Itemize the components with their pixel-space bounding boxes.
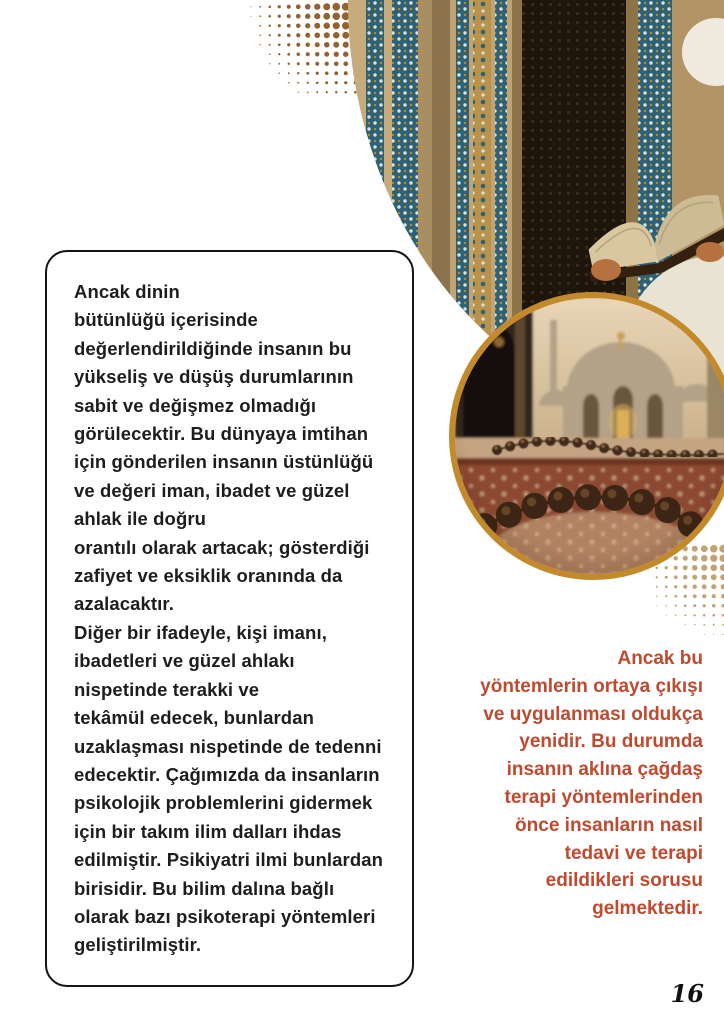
callout-text xyxy=(433,645,703,923)
text-line: olarak bazı psikoterapi yöntemleri xyxy=(74,905,376,927)
text-line: bütünlüğü içerisinde xyxy=(74,309,258,331)
text-line: Diğer bir ifadeyle, kişi imanı, xyxy=(74,621,327,643)
text-line: azalacaktır. xyxy=(74,593,174,615)
text-line: önce insanların nasıl xyxy=(515,814,703,836)
text-line: tekâmül edecek, bunlardan xyxy=(74,707,315,729)
text-line: terapi yöntemlerinden xyxy=(504,786,703,808)
prayer-beads-photo xyxy=(449,292,724,580)
text-line: tedavi ve terapi xyxy=(564,842,703,864)
text-line: zafiyet ve eksiklik oranında da xyxy=(74,565,343,587)
text-line: birisidir. Bu bilim dalına bağlı xyxy=(74,877,335,899)
halftone-dots-top-icon xyxy=(246,2,360,98)
text-line: görülecektir. Bu dünyaya imtihan xyxy=(74,423,369,445)
text-line: edildikleri sorusu xyxy=(545,870,703,892)
text-line: yükseliş ve düşüş durumlarının xyxy=(74,366,354,388)
text-line: orantılı olarak artacak; gösterdiği xyxy=(74,536,370,558)
text-line: uzaklaşması nispetinde de tedenni xyxy=(74,735,382,757)
text-line: yöntemlerin ortaya çıkışı xyxy=(480,675,703,697)
text-line: sabit ve değişmez olmadığı xyxy=(74,394,317,416)
text-line: gelmektedir. xyxy=(592,898,703,920)
text-line: geliştirilmiştir. xyxy=(74,934,202,956)
text-line: Ancak bu xyxy=(617,648,703,669)
text-line: insanın aklına çağdaş xyxy=(506,759,703,781)
text-line: ibadetleri ve güzel ahlakı xyxy=(74,650,295,672)
main-text-box xyxy=(45,250,414,987)
page-number: 16 xyxy=(670,979,704,1008)
text-line: nispetinde terakki ve xyxy=(74,678,260,700)
text-line: ahlak ile doğru xyxy=(74,508,207,530)
text-line: psikolojik problemlerini gidermek xyxy=(74,792,373,814)
text-line: değerlendirildiğinde insanın bu xyxy=(74,337,352,359)
text-line: için gönderilen insanın üstünlüğü xyxy=(74,451,374,473)
main-text xyxy=(74,278,385,960)
text-line: ve değeri iman, ibadet ve güzel xyxy=(74,479,350,501)
text-line: edilmiştir. Psikiyatri ilmi bunlardan xyxy=(74,849,384,871)
prayer-beads-illustration xyxy=(455,298,724,574)
text-line: ve uygulanması oldukça xyxy=(483,703,703,725)
text-line: yenidir. Bu durumda xyxy=(519,731,703,753)
text-line: Ancak dinin xyxy=(74,281,180,302)
text-line: için bir takım ilim dalları ihdas xyxy=(74,820,342,842)
text-line: edecektir. Çağımızda da insanların xyxy=(74,763,380,785)
